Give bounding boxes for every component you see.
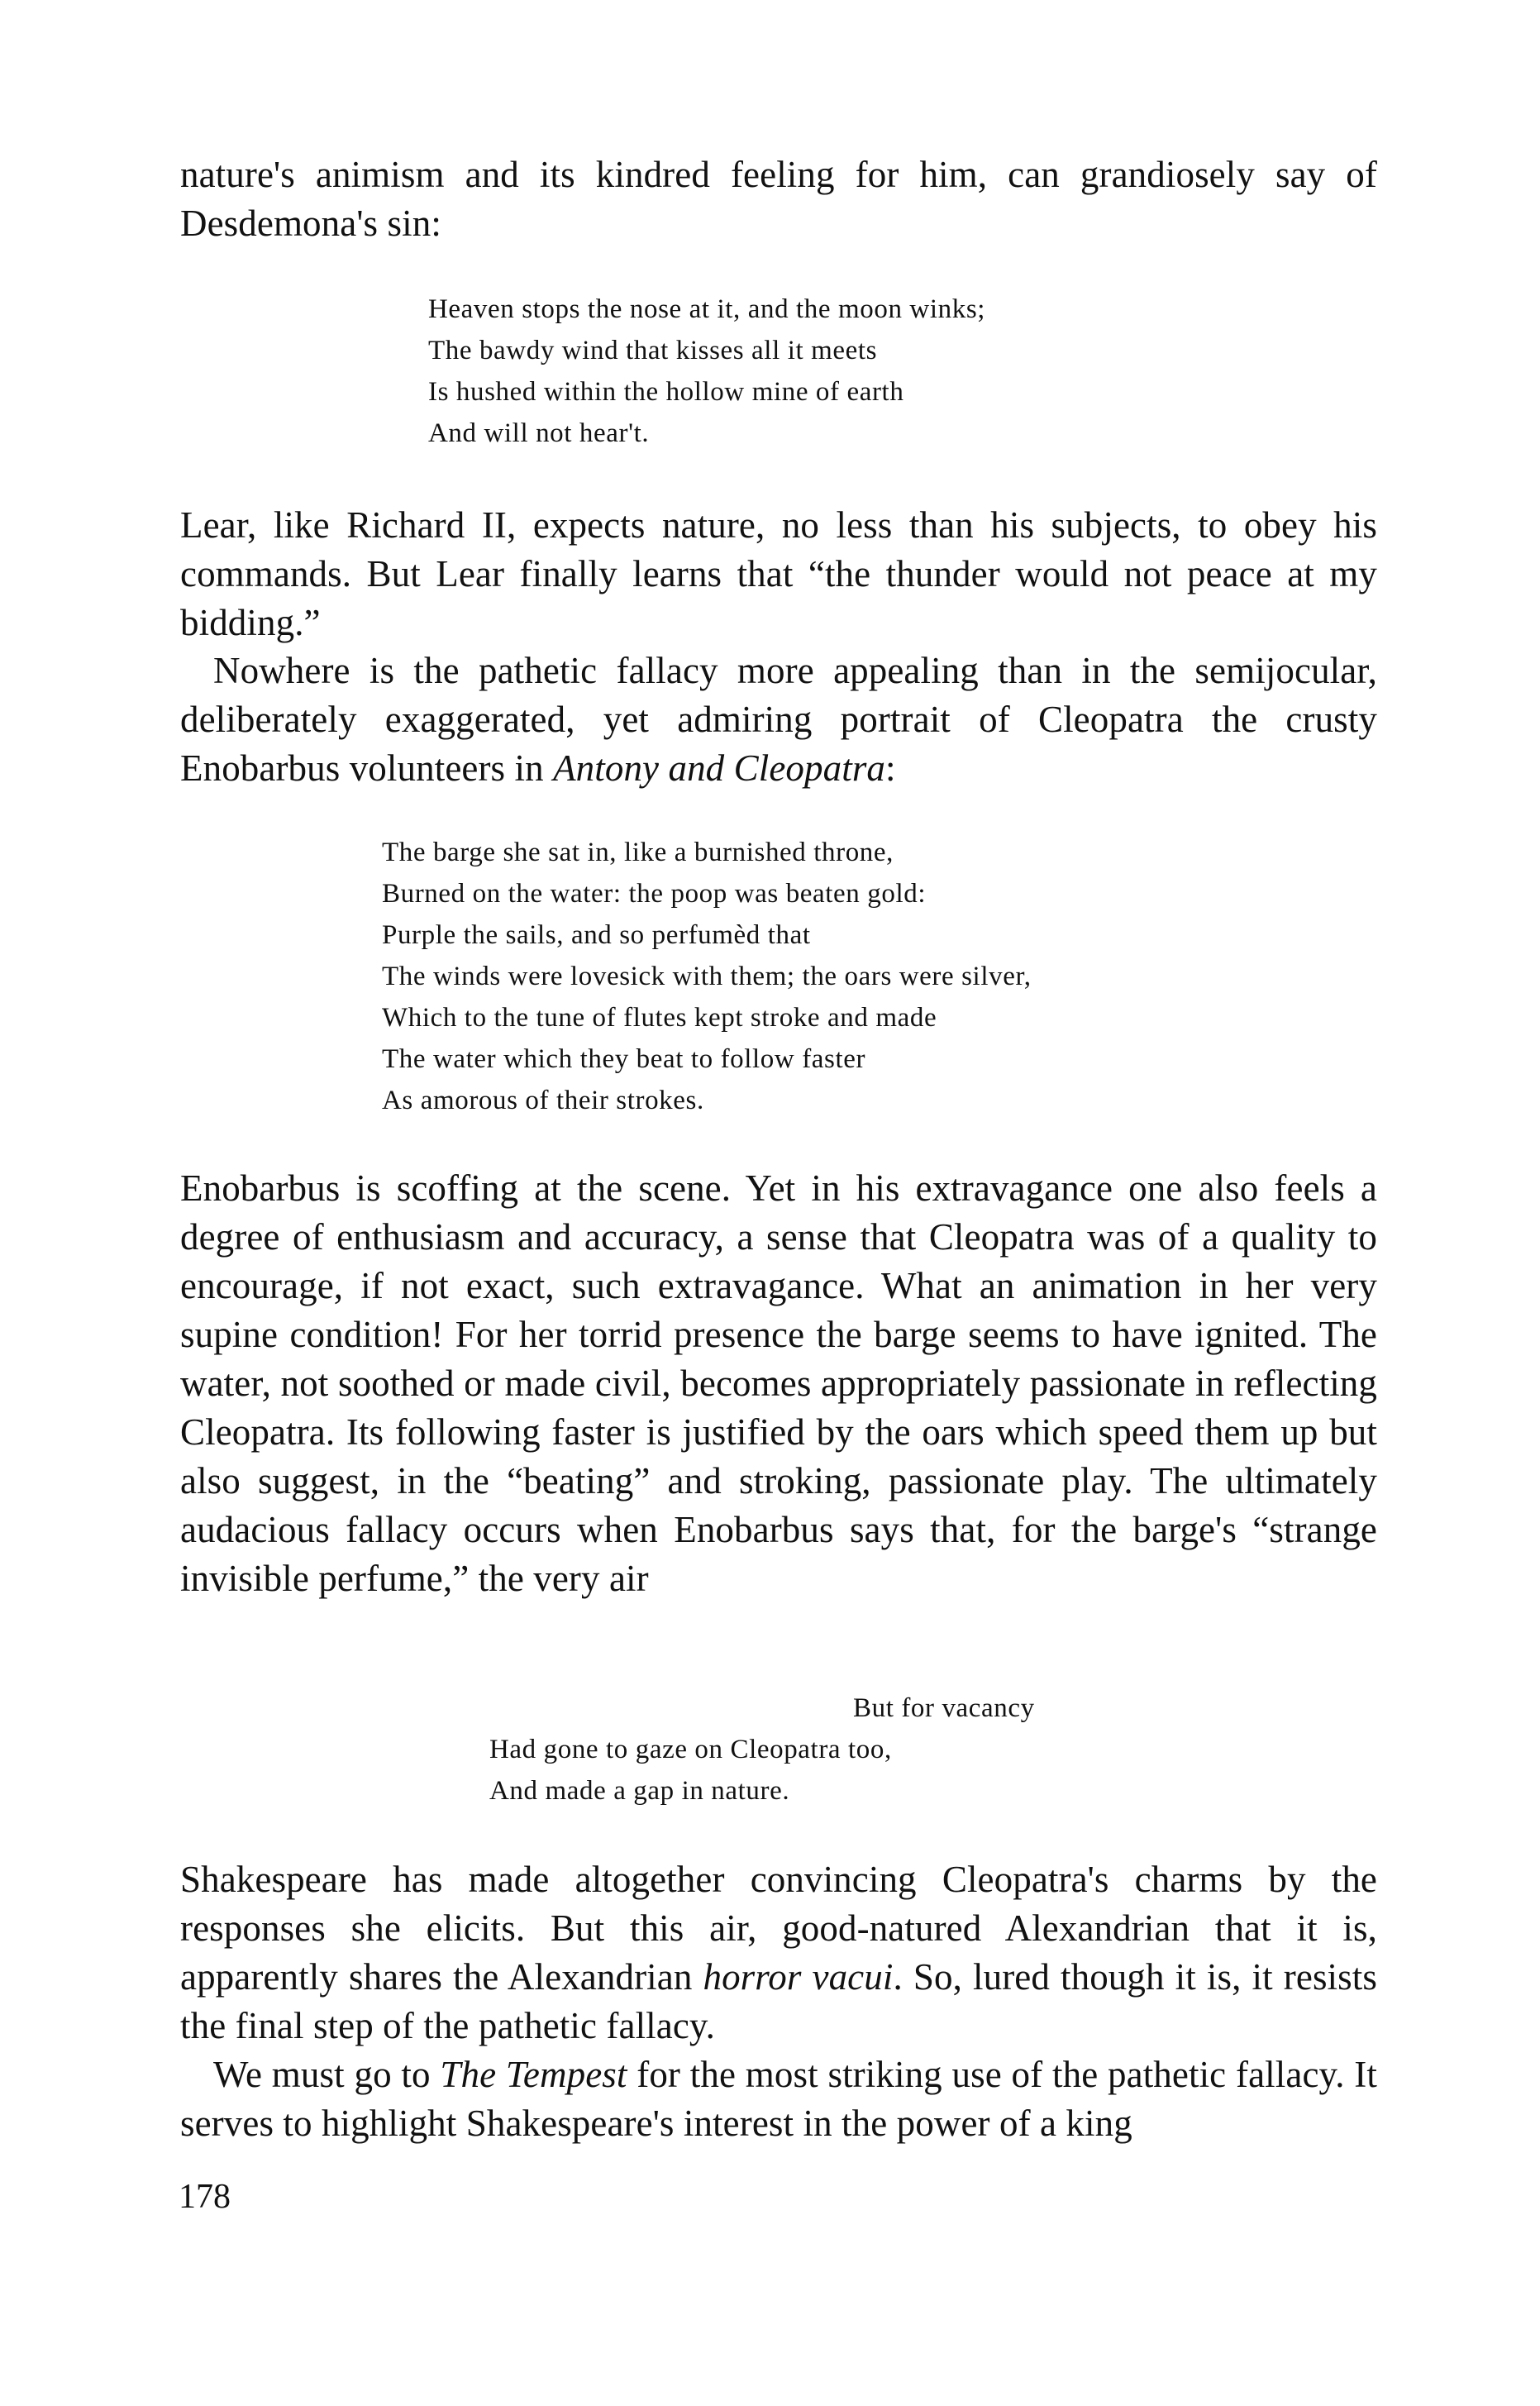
verse-line: Burned on the water: the poop was beaten gold: [382,879,927,909]
paragraph-horror-vacui [180,1855,1377,2050]
verse-line: The barge she sat in, like a burnished throne, [382,838,894,867]
paragraph-enobarbus-scoffing: Enobarbus is scoffing at the scene. Yet in his extravagance one also feels a degree of enthusiasm and accuracy, a sense that Cleopatra was of a quality to encourage, if not exact, such extravagance. What an animation in her very supine condition! For her torrid presence the barge seems to have ignited. The water, not soothed or made civil, becomes appropriately passionate in reflecting Cleopatra. Its following faster is justified by the oars which speed them up but also suggest, in the “beating” and stroking, passionate play. The ultimately audacious fallacy occurs when Enobarbus says that, for the barge's “strange invisible perfume,” the very air [180,1167,1377,1599]
verse-line: As amorous of their strokes. [382,1086,704,1115]
play-title-the-tempest: The Tempest [440,2054,627,2095]
page-number: 178 [179,2178,231,2216]
paragraph-enobarbus-intro [180,647,1377,793]
verse-line: Had gone to gaze on Cleopatra too, [489,1735,892,1764]
verse-line: Is hushed within the hollow mine of earth [428,377,904,407]
verse-quote-othello [428,289,985,454]
paragraph-text: Shakespeare has made altogether convincing Cleopatra's charms by the responses she elicits. But this air, good-natured Alexandrian that it is, apparently shares the Alexandrian [180,1859,1377,1998]
paragraph-text: We must go to [213,2054,441,2095]
verse-line: But for vacancy [853,1693,1035,1723]
paragraph-tempest [180,2050,1377,2148]
verse-quote-barge [382,832,1032,1121]
paragraph-text: for the most striking use of the pathetic fallacy. It serves to highlight Shakespeare's interest in the power of a king [180,2054,1377,2144]
paragraph-text: : [885,747,896,789]
paragraph-text: . So, lured though it is, it resists the final step of the pathetic fallacy. [180,1956,1377,2046]
paragraph-lear: Lear, like Richard II, expects nature, no less than his subjects, to obey his commands. But Lear finally learns that “the thunder would not peace at my bidding.” [180,504,1377,643]
verse-line: Which to the tune of flutes kept stroke and made [382,1003,937,1033]
verse-line: Purple the sails, and so perfumèd that [382,920,811,950]
verse-quote-vacancy [489,1688,1035,1812]
paragraph-text: Nowhere is the pathetic fallacy more appealing than in the semijocular, deliberately exaggerated, yet admiring portrait of Cleopatra the crusty Enobarbus volunteers in [180,650,1377,789]
play-title-antony-and-cleopatra: Antony and Cleopatra [553,747,886,789]
verse-line: And made a gap in nature. [489,1776,790,1806]
verse-line: The water which they beat to follow faster [382,1044,866,1074]
verse-line: The winds were lovesick with them; the oars were silver, [382,962,1032,991]
latin-term: horror vacui [703,1956,894,1998]
verse-line: And will not hear't. [428,418,650,448]
verse-line: Heaven stops the nose at it, and the moon winks; [428,294,986,324]
verse-line: The bawdy wind that kisses all it meets [428,336,878,365]
paragraph-desdemona-intro: nature's animism and its kindred feeling for him, can grandiosely say of Desdemona's sin: [180,154,1377,244]
